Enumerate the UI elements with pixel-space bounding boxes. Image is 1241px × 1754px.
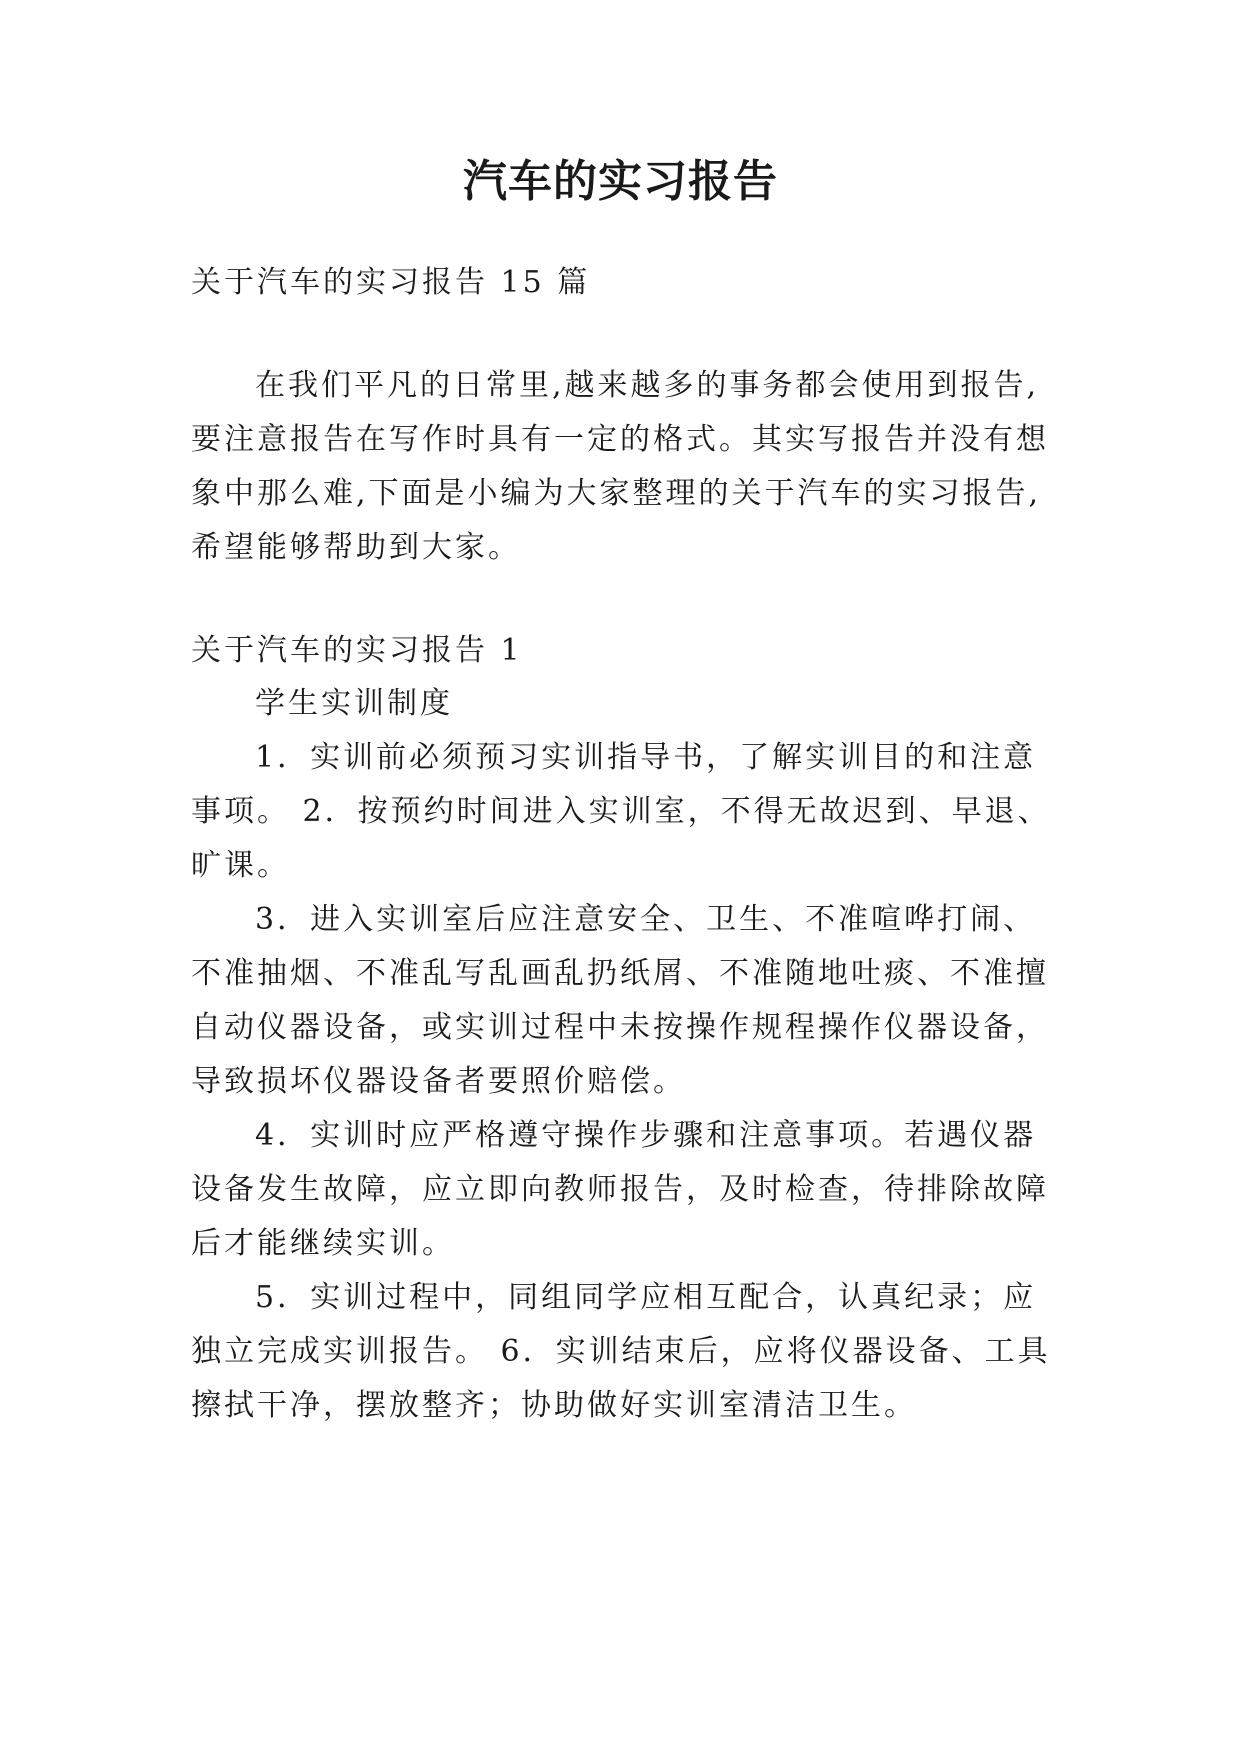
intro-line-3: 象中那么难,下面是小编为大家整理的关于汽车的实习报告,	[191, 476, 1042, 511]
body-line-9: 设备发生故障，应立即向教师报告，及时检查，待排除故障	[191, 1172, 1049, 1207]
body-line-10: 后才能继续实训。	[191, 1226, 455, 1261]
document-title: 汽车的实习报告	[463, 156, 778, 207]
body-line-7: 导致损坏仪器设备者要照价赔偿。	[191, 1064, 686, 1099]
body-line-5: 不准抽烟、不准乱写乱画乱扔纸屑、不准随地吐痰、不准擅	[191, 956, 1049, 991]
document-subtitle: 关于汽车的实习报告 15 篇	[191, 265, 591, 300]
intro-line-4: 希望能够帮助到大家。	[191, 530, 521, 565]
body-line-13: 擦拭干净，摆放整齐；协助做好实训室清洁卫生。	[191, 1388, 917, 1423]
body-line-2: 事项。 2．按预约时间进入实训室，不得无故迟到、早退、	[191, 794, 1051, 829]
body-line-6: 自动仪器设备，或实训过程中未按操作规程操作仪器设备，	[191, 1010, 1049, 1045]
body-line-11: 5．实训过程中，同组同学应相互配合，认真纪录；应	[255, 1280, 1037, 1315]
intro-line-2: 要注意报告在写作时具有一定的格式。其实写报告并没有想	[191, 422, 1049, 457]
intro-line-1: 在我们平凡的日常里,越来越多的事务都会使用到报告,	[255, 368, 1040, 403]
section-subheading: 学生实训制度	[255, 686, 453, 721]
body-line-3: 旷课。	[191, 848, 290, 883]
body-line-8: 4．实训时应严格遵守操作步骤和注意事项。若遇仪器	[255, 1118, 1037, 1153]
body-line-1: 1．实训前必须预习实训指导书，了解实训目的和注意	[255, 740, 1037, 775]
section-heading: 关于汽车的实习报告 1	[191, 633, 523, 668]
body-line-12: 独立完成实训报告。 6．实训结束后，应将仪器设备、工具	[191, 1334, 1051, 1369]
body-line-4: 3．进入实训室后应注意安全、卫生、不准喧哗打闹、	[255, 902, 1037, 937]
